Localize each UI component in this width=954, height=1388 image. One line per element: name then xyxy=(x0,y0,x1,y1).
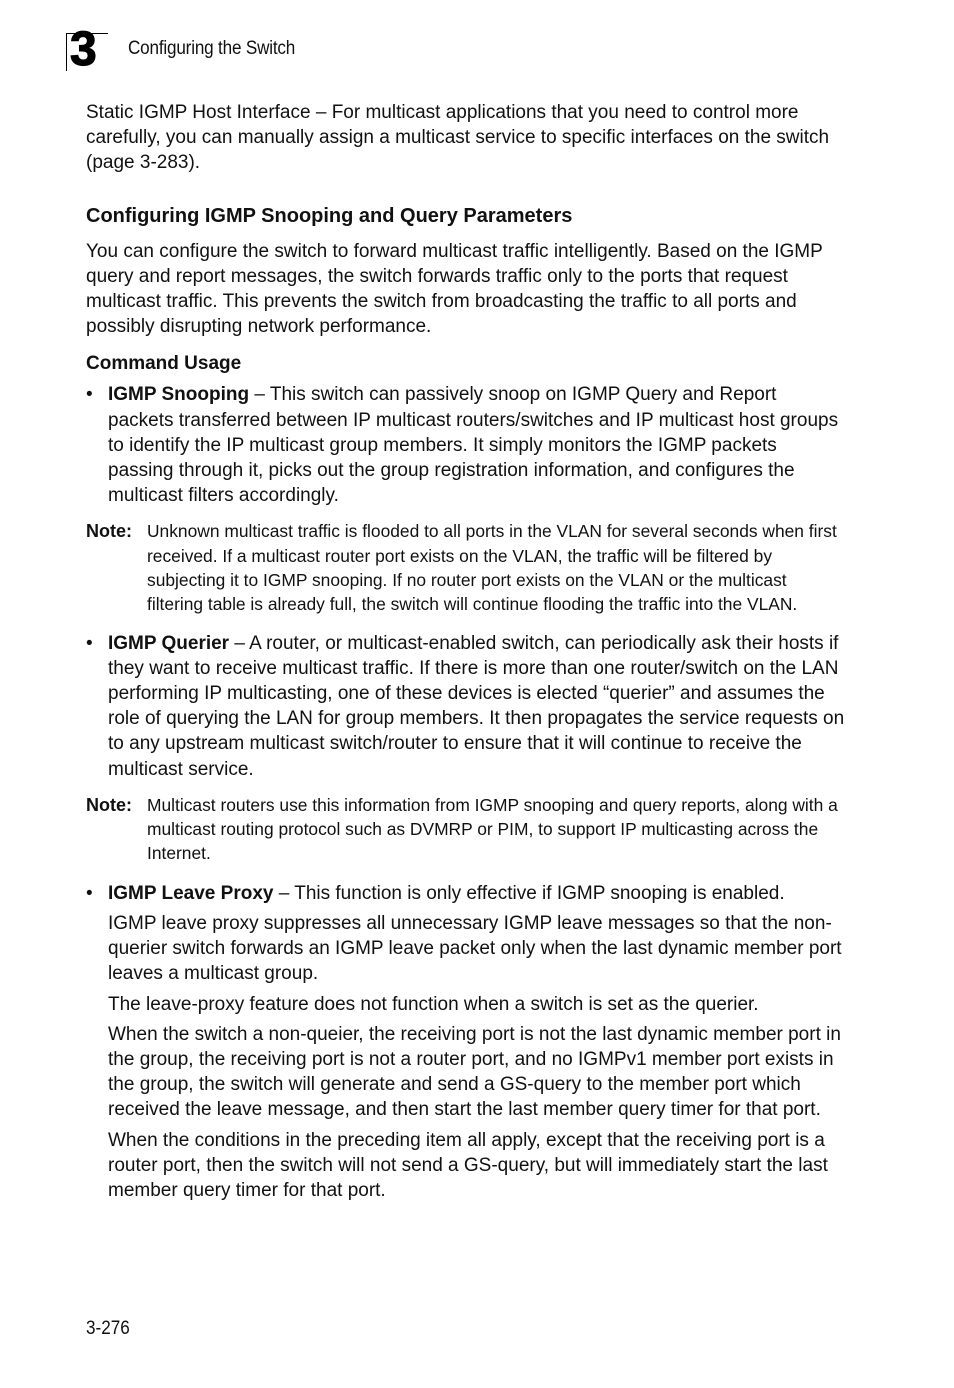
leave-proxy-paragraph: When the conditions in the preceding item all apply, except that the receiving port is a router port, then the switch will not send a GS-query, but will immediately start the last member query timer for that port. xyxy=(108,1129,828,1201)
note-text: Unknown multicast traffic is flooded to all ports in the VLAN for several seconds when first received. If a multicast router port exists on the VLAN, the traffic will be filtered by subjecting it to IGMP snooping. If no router port exists on the VLAN or the multicast filtering table is already full, the switch will continue flooding the traffic into the VLAN. xyxy=(147,521,837,615)
list-item-igmp-snooping xyxy=(86,382,846,508)
page-number: 3-276 xyxy=(86,1318,130,1339)
command-usage-label: Command Usage xyxy=(86,353,242,375)
leave-proxy-paragraph: When the switch a non-queier, the receiving port is not the last dynamic member port in the group, the receiving port is not a router port, and no IGMPv1 member port exists in the group, the switch will generate and send a GS-query to the member port which received the leave message, and then start the last member query timer for that port. xyxy=(108,1023,841,1121)
note-multicast-routers xyxy=(86,793,846,866)
running-head: Configuring the Switch xyxy=(128,38,296,59)
desc-igmp-leave-proxy: – This function is only effective if IGMP snooping is enabled. xyxy=(273,882,785,904)
note-label: Note: xyxy=(86,521,132,542)
page-content xyxy=(86,100,846,1203)
section-heading: Configuring IGMP Snooping and Query Parameters xyxy=(86,204,573,227)
term-igmp-querier: IGMP Querier xyxy=(108,632,230,654)
bullet-marker: • xyxy=(86,882,93,904)
desc-igmp-snooping: – This switch can passively snoop on IGMP Query and Report packets transferred between IP multicast routers/switches and IP multicast host groups to identify the IP multicast group members. It simply monitors the IGMP packets passing through it, picks out the group registration information, and configures the multicast filters accordingly. xyxy=(108,384,839,507)
bullet-marker: • xyxy=(86,632,93,654)
leave-proxy-paragraph: IGMP leave proxy suppresses all unnecessary IGMP leave messages so that the non-querier switch forwards an IGMP leave packet only when the last dynamic member port leaves a multicast group. xyxy=(108,912,842,985)
chapter-number: 3 xyxy=(70,23,97,76)
leave-proxy-paragraph: The leave-proxy feature does not function when a switch is set as the querier. xyxy=(108,993,759,1015)
list-item-igmp-querier xyxy=(86,631,846,782)
bullet-marker: • xyxy=(86,384,93,406)
term-igmp-snooping: IGMP Snooping xyxy=(108,384,250,406)
list-item-igmp-leave-proxy xyxy=(86,881,846,906)
section-intro: You can configure the switch to forward multicast traffic intelligently. Based on the IGMP query and report messages, the switch forwards traffic only to the ports that request multicast traffic. This prevents the switch from broadcasting the traffic to all ports and possibly disrupting network performance. xyxy=(86,240,823,338)
note-label: Note: xyxy=(86,794,132,815)
term-igmp-leave-proxy: IGMP Leave Proxy xyxy=(108,882,274,904)
intro-paragraph: Static IGMP Host Interface – For multicast applications that you need to control more carefully, you can manually assign a multicast service to specific interfaces on the switch (page 3-283). xyxy=(86,102,830,174)
desc-igmp-querier: – A router, or multicast-enabled switch, can periodically ask their hosts if they want to receive multicast traffic. If there is more than one router/switch on the LAN performing IP multicasting, one of these devices is elected “querier” and assumes the role of querying the LAN for group members. It then propagates the service requests on to any upstream multicast switch/router to ensure that it will continue to receive the multicast service. xyxy=(108,632,845,780)
note-unknown-multicast xyxy=(86,519,846,616)
note-text: Multicast routers use this information from IGMP snooping and query reports, along with a multicast routing protocol such as DVMRP or PIM, to support IP multicasting across the Internet. xyxy=(147,794,838,864)
